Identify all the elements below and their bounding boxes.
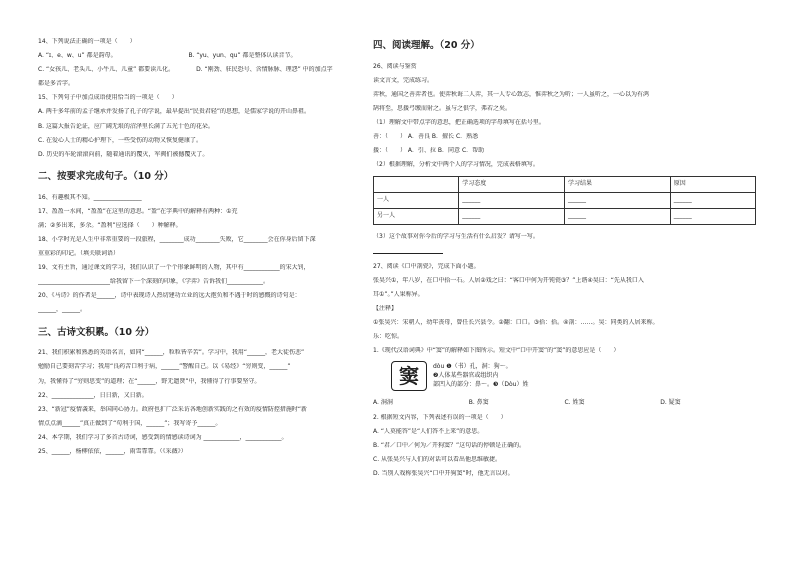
table-cell: 另一人 [374,208,459,224]
q27-sub1-options [373,399,756,407]
table-header-cell [374,176,459,192]
dictionary-line: dòu ❶（书）孔，洞：狗～。 [433,363,512,371]
notes-title: 【注释】 [373,305,398,313]
q27-sub2-option-d[interactable]: D. 当别人戏称张昊兴“口中开狗窦”时，他无言以对。 [373,469,514,477]
q15-option-d: D. 历史的车轮滚滚向前，随着通讯的覆灭，军阀们被撼覆灭了。 [38,150,209,158]
option-b[interactable]: B. 鼻窦 [468,399,489,407]
q23-line2: 情点点滴______”真正做到了“苟利于国，______”；我写寄予______。 [38,419,222,427]
q21-line2: 勉励自己要刻苦学习；我用“良药苦口利于病，______”警醒自己。以《易经》“穷则变，______” [38,363,291,371]
q15-option-c: C. 在爱心人士的精心护理下，一些受伤的动物又恢复健康了。 [38,136,203,144]
q14-option-cd [38,66,388,74]
q14-option-c: C. “女孩儿、老头儿、小牛儿、儿童” 都要读儿化。 [38,66,175,74]
table-header-cell: 学习态度 [459,176,565,192]
q14-option-ab [38,52,388,60]
q19-line2: ________________________给我留下一个深刻的印象，《学弈》告诉我们____________。 [38,278,270,286]
q16: 16、有趣极其不知。________________ [38,193,142,201]
left-column [38,38,388,462]
q26-passage-line1: 弈秋，通国之善弈者也。使弈秋诲二人弈，其一人专心致志，惟弈秋之为听；一人虽听之，一心以为有鸿 [373,91,650,98]
table-header-cell: 学习结果 [565,176,671,192]
q19-line1: 19、文有主旨，通过课文的学习，我们认识了一个个形象鲜明的人物，其中有____________的宋大钊， [38,264,310,272]
notes-line1: ①张昊兴：宋朝人，幼年丧母，曾任长兴县令。②翻：口口。③拾：拾。④剖：……。昊：同类的人居来称。 [373,319,659,327]
q26-part1: （1）理解文中带点字的意思，把正确选项的字母填写在括号里。 [373,119,545,127]
table-header-row [374,176,756,192]
right-column [373,38,756,484]
q26-passage-line2: 鹄将至，思援弓缴而射之。虽与之俱学，弗若之矣。 [373,105,512,113]
q18-line1: 18、小学时光是人生中非常重要的一段旅程，________成功________失败，它________会在你身后留下深 [38,235,316,243]
q17-line2: 满；②多出来，多余。“盈利”应选择（ ）种解释。 [38,221,182,229]
table-cell[interactable]: ______ [670,208,755,224]
q18-line2: 重重彩的印记。（填关联词语） [38,250,120,258]
table-cell[interactable]: ______ [670,192,755,208]
q14-stem: 14、下列说法正确的一项是（ ） [38,38,136,45]
q24: 24、本学期，我们学习了多首古诗词，感受到的情感读诗词为 ____________，____________。 [38,433,288,441]
table-cell[interactable]: ______ [565,208,671,224]
notes-line2: 乐：吃惊。 [373,333,404,341]
q27-title: 27、阅读《口中剖瓷》，完成下面小题。 [373,262,480,270]
table-header-cell: 原因 [670,176,755,192]
q14-option-d-cont: 都是多音字。 [38,80,75,88]
dictionary-line: 部凹入的部分：鼻～。❸（Dòu）姓 [433,380,529,388]
section-2-title: 二、按要求完成句子。（10 分） [38,170,174,182]
q26-instruction: 读文言文，完成练习。 [373,76,434,84]
q15-option-a: A. 两千多年前的孟子继承并发扬了孔子的学说，最早提出“民贵君轻”的思想，是儒家学说的开山鼻祖。 [38,108,311,116]
q23-line1: 23、“新冠”疫情袭来，举国同心协力。政府也扩广泛采访各地创新实践的之有效的疫情防控措施时“新 [38,405,307,413]
q26-title: 26、阅读与鉴赏 [373,62,417,70]
table-cell[interactable]: ______ [459,208,565,224]
q20-line1: 20、《马诗》的作者是______，诗中表现诗人热切建功立业的远大抱负和不遇于时的感慨的诗句是： [38,292,301,300]
q22: 22、______________，日日新，又日新。 [38,391,148,399]
table-row [374,208,756,224]
q21-line3: 为，我懂得了“穷则思变”的道理；在“______，野无遗贤”中，我懂得了行事要坚守。 [38,377,261,385]
dictionary-line: ❷人体某些器官或组织内 [433,372,499,380]
q15-stem: 15、下列句子中加点成语使用恰当的一项是（ ） [38,94,178,102]
section-4-title: 四、阅读理解。（20 分） [373,40,480,51]
q26-part2: （2）根据理解，分析文中两个人的学习情况，完成表格填写。 [373,161,539,169]
q14-option-b: B. “yu、yun、qu” 都是整体认读音节。 [188,52,297,60]
option-a[interactable]: A. 洞洞 [373,399,393,407]
q27-passage-line2: 耳①”。”人果称异。 [373,290,424,298]
q27-sub2-option-c[interactable]: C. 从张昊兴与人们的对话可以看出他思维敏捷。 [373,455,502,463]
option-d[interactable]: D. 疑窦 [660,399,681,407]
q27-sub1-stem: 1.《现代汉语词典》中“窦”的解释如下图所示。短文中“口中开窦”的“窦”的意思应是（ ） [373,347,620,355]
q14-option-d: D. “刚劲、驻民恐号、含情脉脉、理怨” 中的加点字 [196,66,333,74]
q15-option-b: B. 这篇大报告论证，应广阔无垠的沼泽里长满了五光十色的花朵。 [38,122,214,130]
q21-line1: 21、我们积累和熟悉的英语名言，如同“______，粒粒皆辛苦”。学习中，我用“______，老大徒伤悲” [38,349,305,357]
q17-line1: 17、盈盈一水间，“盈盈”在这里的意思。“盈”在字典中的解释有两种：①充 [38,207,238,215]
q26-part3-answer-line[interactable] [373,247,756,257]
study-table [373,176,756,225]
table-cell[interactable]: ______ [565,192,671,208]
q26-part1-b: 援：（ ） A．引、拉 B．同意 C．帮助 [373,147,485,155]
option-c[interactable]: C. 姓窦 [564,399,585,407]
q26-part1-a: 善：（ ） A．善良 B．擅长 C．熟悉 [373,133,479,141]
dictionary-definition [433,363,528,389]
q20-line2: ______，______。 [38,306,87,314]
dictionary-character: 窦 [391,361,427,391]
q26-part3: （3）这个故事对你今后的学习与生活有什么启发？请写一写。 [373,232,539,240]
table-cell: 一人 [374,192,459,208]
dictionary-entry [391,361,756,391]
table-cell[interactable]: ______ [459,192,565,208]
q14-option-a: A. “ɪ、e、w、u” 都是韵母。 [38,52,117,60]
q27-sub2-option-a[interactable]: A. “人莫能答”是“人们答不上来”的意思。 [373,427,484,435]
q27-sub2-stem: 2. 根据短文内容，下列表述有误的一项是（ ） [373,413,507,421]
q25: 25、______，杨柳依依，______，雨雪霏霏。（《采薇》） [38,447,187,455]
table-row [374,192,756,208]
q27-sub2-option-b[interactable]: B. “君／口中／何为／开狗窦？”这句话的停顿是正确的。 [373,441,526,449]
section-3-title: 三、古诗文积累。（10 分） [38,326,155,338]
q27-passage-line1: 张昊兴①，年八岁，在口中拾一石。人居②戏之曰：“客口中何为开钝瓷③？”上谐④昊曰：“先从我口入 [373,276,644,284]
